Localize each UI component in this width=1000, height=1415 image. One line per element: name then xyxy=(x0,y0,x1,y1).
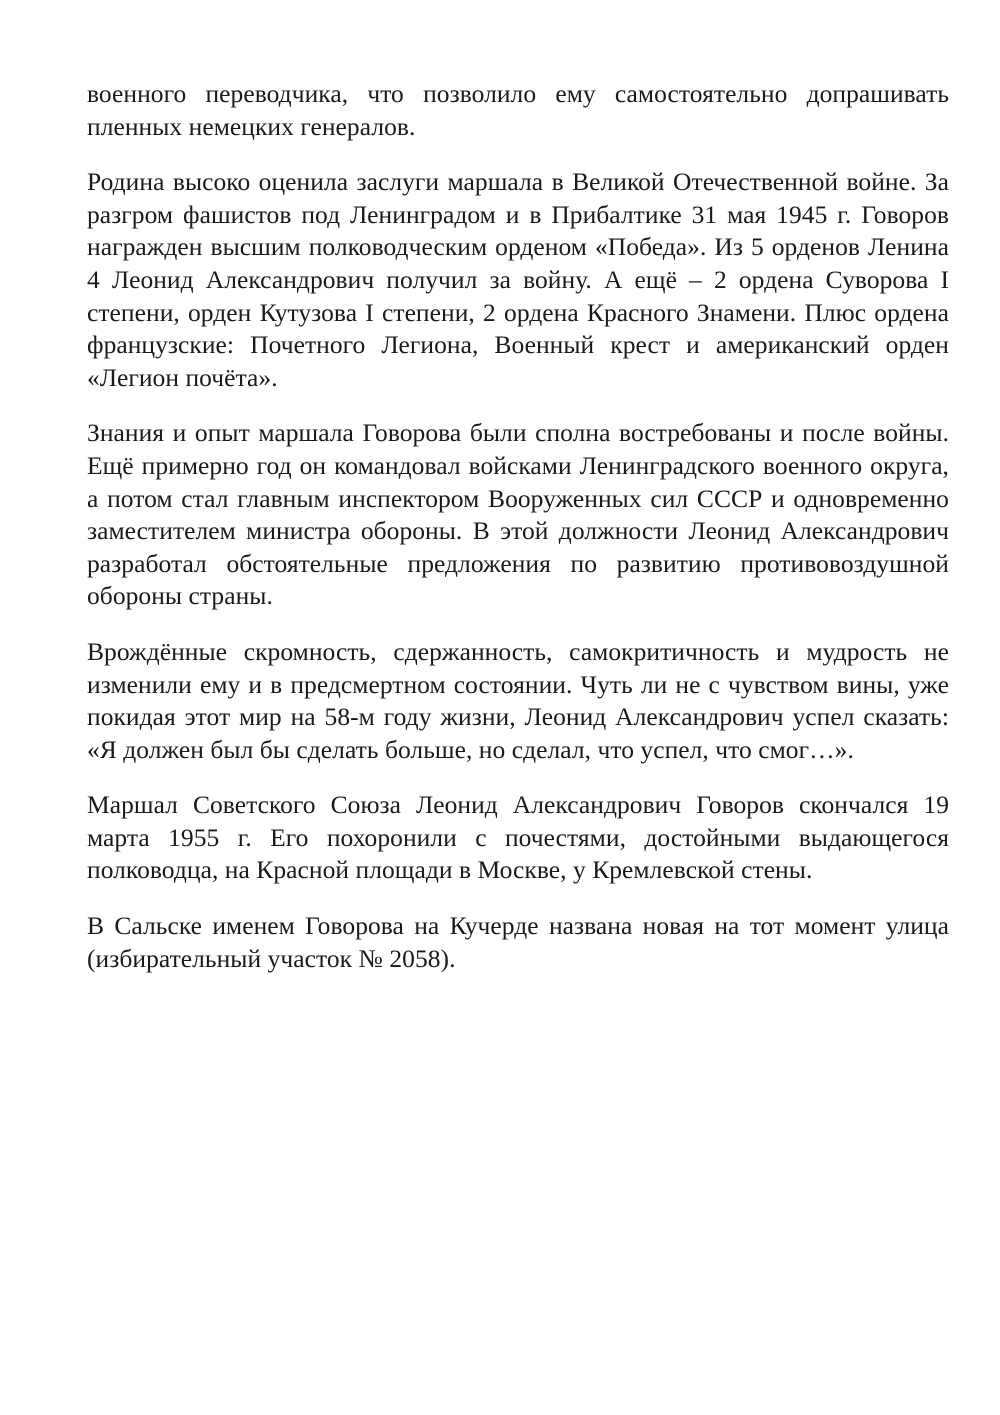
document-body xyxy=(87,78,949,998)
paragraph-death: Маршал Советского Союза Леонид Александрович Говоров скончался 19 марта 1955 г. Его похоронили с почестями, достойными выдающегося полководца, на Красной площади в Москве, у Кремлевской стены. xyxy=(87,790,949,885)
paragraph-translator: военного переводчика, что позволило ему самостоятельно допрашивать пленных немецких генералов. xyxy=(87,79,949,141)
paragraph-awards: Родина высоко оценила заслуги маршала в Великой Отечественной войне. За разгром фашистов под Ленинградом и в Прибалтике 31 мая 1945 г. Говоров награжден высшим полководческим орденом «Победа». Из 5 орденов Ленина 4 Леонид Александрович получил за войну. А ещё – 2 ордена Суворова I степени, орден Кутузова I степени, 2 ордена Красного Знамени. Плюс ордена французские: Почетного Легиона, Военный крест и американский орден «Легион почёта». xyxy=(87,167,949,392)
paragraph-postwar: Знания и опыт маршала Говорова были сполна востребованы и после войны. Ещё примерно год он командовал войсками Ленинградского военного округа, а потом стал главным инспектором Вооруженных сил СССР и одновременно заместителем министра обороны. В этой должности Леонид Александрович разработал обстоятельные предложения по развитию противовоздушной обороны страны. xyxy=(87,418,949,611)
paragraph-street: В Сальске именем Говорова на Кучерде названа новая на тот момент улица (избирательный участок № 2058). xyxy=(87,911,949,973)
paragraph-modesty: Врождённые скромность, сдержанность, самокритичность и мудрость не изменили ему и в предсмертном состоянии. Чуть ли не с чувством вины, уже покидая этот мир на 58-м году жизни, Леонид Александрович успел сказать: «Я должен был бы сделать больше, но сделал, что успел, что смог…». xyxy=(87,636,949,764)
